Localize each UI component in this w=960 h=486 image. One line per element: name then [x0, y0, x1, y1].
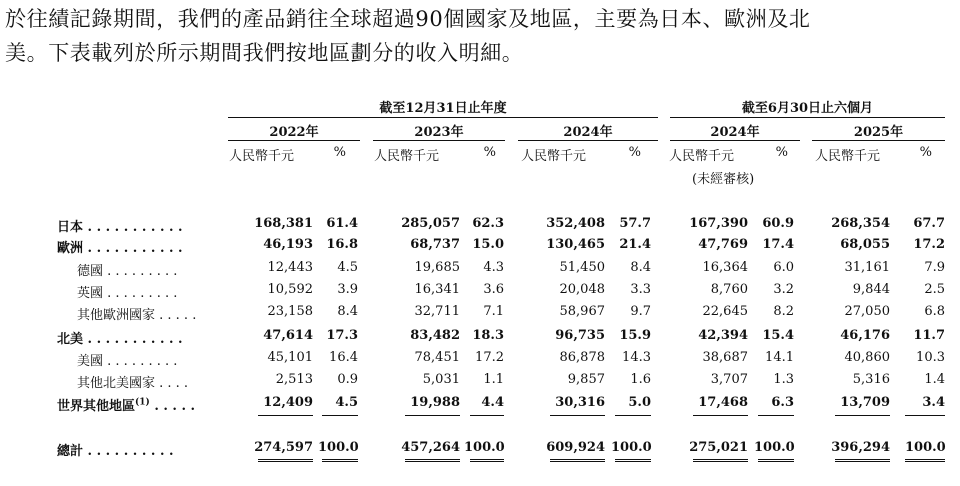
- table-row-north-america: [0, 328, 960, 349]
- percent-cell: 10.3: [916, 350, 945, 365]
- amount-cell: 86,878: [559, 350, 605, 365]
- amount-cell: 275,021: [689, 440, 748, 455]
- unit-percent-header: %: [483, 145, 496, 160]
- amount-cell: 5,316: [852, 372, 890, 387]
- percent-cell: 5.0: [628, 395, 651, 410]
- amount-cell: 9,844: [852, 282, 890, 297]
- total-double-rule: [258, 459, 313, 462]
- amount-cell: 19,988: [410, 395, 460, 410]
- amount-cell: 274,597: [254, 440, 313, 455]
- percent-cell: 9.7: [630, 304, 651, 319]
- percent-cell: 3.6: [483, 282, 504, 297]
- percent-cell: 67.7: [913, 216, 945, 231]
- percent-cell: 100.0: [611, 440, 652, 455]
- percent-cell: 1.6: [630, 372, 651, 387]
- intro-line-1: 於往績記錄期間，我們的產品銷往全球超過90個國家及地區，主要為日本、歐洲及北: [5, 7, 811, 31]
- amount-cell: 19,685: [414, 260, 460, 275]
- row-label-text: 美國 . . . . . . . . .: [77, 354, 178, 369]
- percent-cell: 6.8: [924, 304, 945, 319]
- percent-cell: 7.9: [924, 260, 945, 275]
- row-label-text: 總計 . . . . . . . . . .: [57, 444, 174, 459]
- amount-cell: 68,055: [840, 237, 890, 252]
- total-double-rule: [550, 459, 605, 462]
- unit-percent-header: %: [628, 145, 641, 160]
- percent-cell: 8.2: [773, 304, 794, 319]
- percent-cell: 1.1: [483, 372, 504, 387]
- table-row-other-north-america: [0, 372, 960, 393]
- intro-paragraph: [5, 2, 955, 70]
- percent-cell: 7.1: [483, 304, 504, 319]
- subtotal-rule: [405, 415, 460, 416]
- unit-amount-header: 人民幣千元: [815, 149, 881, 164]
- total-double-rule: [758, 459, 794, 462]
- amount-cell: 168,381: [254, 216, 313, 231]
- year-rule: [373, 140, 505, 141]
- amount-cell: 2,513: [275, 372, 313, 387]
- amount-cell: 16,341: [414, 282, 460, 297]
- percent-cell: 17.2: [913, 237, 945, 252]
- percent-cell: 2.5: [924, 282, 945, 297]
- amount-cell: 27,050: [844, 304, 890, 319]
- subtotal-rule: [758, 415, 794, 416]
- year-rule: [228, 140, 360, 141]
- total-double-rule: [835, 459, 890, 462]
- year-rule: [812, 140, 945, 141]
- row-label: [77, 304, 196, 323]
- percent-cell: 21.4: [619, 237, 651, 252]
- amount-cell: 42,394: [698, 328, 748, 343]
- subtotal-rule: [258, 415, 313, 416]
- year-header-2023: 2023年: [414, 125, 464, 140]
- subtotal-rule: [470, 415, 504, 416]
- total-double-rule: [322, 459, 358, 462]
- amount-cell: 58,967: [559, 304, 605, 319]
- row-label: [57, 395, 195, 414]
- amount-cell: 40,860: [844, 350, 890, 365]
- percent-cell: 16.8: [326, 237, 358, 252]
- unit-amount-header: 人民幣千元: [374, 149, 440, 164]
- amount-cell: 32,711: [414, 304, 460, 319]
- row-label: [57, 237, 183, 256]
- amount-cell: 17,468: [698, 395, 748, 410]
- group-header-annual: 截至12月31日止年度: [379, 101, 507, 116]
- table-row-usa: [0, 350, 960, 371]
- percent-cell: 60.9: [762, 216, 794, 231]
- row-label-text: 其他北美國家 . . . .: [77, 376, 189, 391]
- percent-cell: 11.7: [913, 328, 945, 343]
- percent-cell: 4.3: [483, 260, 504, 275]
- unit-amount-header: 人民幣千元: [521, 149, 587, 164]
- amount-cell: 22,645: [702, 304, 748, 319]
- amount-cell: 167,390: [689, 216, 748, 231]
- percent-cell: 17.4: [762, 237, 794, 252]
- percent-cell: 8.4: [337, 304, 358, 319]
- amount-cell: 3,707: [710, 372, 748, 387]
- percent-cell: 3.4: [922, 395, 945, 410]
- amount-cell: 8,760: [710, 282, 748, 297]
- year-rule: [670, 140, 800, 141]
- percent-cell: 61.4: [326, 216, 358, 231]
- unit-percent-header: %: [919, 145, 932, 160]
- amount-cell: 12,409: [263, 395, 313, 410]
- year-header-2022: 2022年: [269, 125, 319, 140]
- subtotal-rule: [550, 415, 605, 416]
- percent-cell: 4.4: [481, 395, 504, 410]
- percent-cell: 100.0: [318, 440, 359, 455]
- subtotal-rule: [693, 415, 748, 416]
- total-double-rule: [905, 459, 945, 462]
- total-double-rule: [693, 459, 748, 462]
- percent-cell: 15.0: [472, 237, 504, 252]
- table-row-europe: [0, 237, 960, 258]
- percent-cell: 0.9: [337, 372, 358, 387]
- subtotal-rule: [322, 415, 358, 416]
- year-header-2024: 2024年: [563, 125, 613, 140]
- amount-cell: 46,193: [263, 237, 313, 252]
- row-label: [77, 282, 177, 301]
- table-row-japan: [0, 216, 960, 237]
- percent-cell: 57.7: [619, 216, 651, 231]
- amount-cell: 130,465: [546, 237, 605, 252]
- amount-cell: 285,057: [401, 216, 460, 231]
- row-label-leader: . . . . .: [149, 399, 196, 414]
- percent-cell: 16.4: [329, 350, 358, 365]
- year-rule: [518, 140, 658, 141]
- table-row-uk: [0, 282, 960, 303]
- total-double-rule: [470, 459, 504, 462]
- amount-cell: 47,769: [698, 237, 748, 252]
- percent-cell: 3.9: [337, 282, 358, 297]
- row-label: [57, 440, 174, 459]
- subtotal-rule: [905, 415, 945, 416]
- percent-cell: 1.4: [924, 372, 945, 387]
- total-double-rule: [405, 459, 460, 462]
- percent-cell: 15.4: [762, 328, 794, 343]
- group-header-half-year-rule: [670, 117, 945, 118]
- group-header-half-year: 截至6月30日止六個月: [741, 101, 874, 116]
- group-header-annual-rule: [228, 117, 658, 118]
- row-label-text: 英國 . . . . . . . . .: [77, 286, 178, 301]
- unaudited-note: (未經審核): [692, 172, 755, 187]
- percent-cell: 6.0: [773, 260, 794, 275]
- row-label: [77, 372, 188, 391]
- percent-cell: 18.3: [472, 328, 504, 343]
- table-row-other-europe: [0, 304, 960, 325]
- row-label-text: 日本 . . . . . . . . . . .: [57, 220, 183, 235]
- amount-cell: 352,408: [546, 216, 605, 231]
- percent-cell: 100.0: [464, 440, 505, 455]
- amount-cell: 5,031: [422, 372, 460, 387]
- unit-percent-header: %: [775, 145, 788, 160]
- intro-line-2: 美。下表載列於所示期間我們按地區劃分的收入明細。: [5, 41, 524, 65]
- row-label-text: 世界其他地區: [57, 399, 136, 414]
- percent-cell: 4.5: [335, 395, 358, 410]
- percent-cell: 62.3: [472, 216, 504, 231]
- percent-cell: 3.2: [773, 282, 794, 297]
- amount-cell: 47,614: [263, 328, 313, 343]
- amount-cell: 78,451: [414, 350, 460, 365]
- row-label: [77, 260, 177, 279]
- table-row-germany: [0, 260, 960, 281]
- row-label-text: 北美 . . . . . . . . . . .: [57, 332, 183, 347]
- subtotal-rule: [835, 415, 890, 416]
- row-label-text: 歐洲 . . . . . . . . . . .: [57, 241, 183, 256]
- percent-cell: 6.3: [771, 395, 794, 410]
- row-label: [57, 216, 183, 235]
- total-double-rule: [615, 459, 651, 462]
- percent-cell: 15.9: [619, 328, 651, 343]
- amount-cell: 10,592: [267, 282, 313, 297]
- percent-cell: 14.3: [622, 350, 651, 365]
- percent-cell: 4.5: [337, 260, 358, 275]
- percent-cell: 17.3: [326, 328, 358, 343]
- amount-cell: 13,709: [840, 395, 890, 410]
- percent-cell: 100.0: [905, 440, 946, 455]
- amount-cell: 12,443: [267, 260, 313, 275]
- amount-cell: 96,735: [555, 328, 605, 343]
- amount-cell: 45,101: [267, 350, 313, 365]
- amount-cell: 31,161: [844, 260, 890, 275]
- amount-cell: 16,364: [702, 260, 748, 275]
- percent-cell: 100.0: [754, 440, 795, 455]
- subtotal-rule: [615, 415, 651, 416]
- unit-amount-header: 人民幣千元: [229, 149, 295, 164]
- amount-cell: 68,737: [410, 237, 460, 252]
- amount-cell: 20,048: [559, 282, 605, 297]
- table-row-total: [0, 440, 960, 461]
- percent-cell: 8.4: [630, 260, 651, 275]
- amount-cell: 83,482: [410, 328, 460, 343]
- percent-cell: 14.1: [765, 350, 794, 365]
- amount-cell: 268,354: [831, 216, 890, 231]
- amount-cell: 396,294: [831, 440, 890, 455]
- amount-cell: 30,316: [555, 395, 605, 410]
- amount-cell: 51,450: [559, 260, 605, 275]
- amount-cell: 9,857: [567, 372, 605, 387]
- amount-cell: 46,176: [840, 328, 890, 343]
- row-label-text: 德國 . . . . . . . . .: [77, 264, 178, 279]
- row-label: [57, 328, 183, 347]
- amount-cell: 23,158: [267, 304, 313, 319]
- percent-cell: 17.2: [475, 350, 504, 365]
- table-row-rest-of-world: [0, 395, 960, 416]
- unit-amount-header: 人民幣千元: [669, 149, 735, 164]
- percent-cell: 3.3: [630, 282, 651, 297]
- percent-cell: 1.3: [773, 372, 794, 387]
- amount-cell: 38,687: [702, 350, 748, 365]
- row-label: [77, 350, 177, 369]
- year-header-2024-h1: 2024年: [710, 125, 760, 140]
- footnote-marker: (1): [135, 397, 150, 408]
- row-label-text: 其他歐洲國家 . . . . .: [77, 308, 197, 323]
- amount-cell: 457,264: [401, 440, 460, 455]
- unit-percent-header: %: [333, 145, 346, 160]
- amount-cell: 609,924: [546, 440, 605, 455]
- year-header-2025-h1: 2025年: [853, 125, 904, 140]
